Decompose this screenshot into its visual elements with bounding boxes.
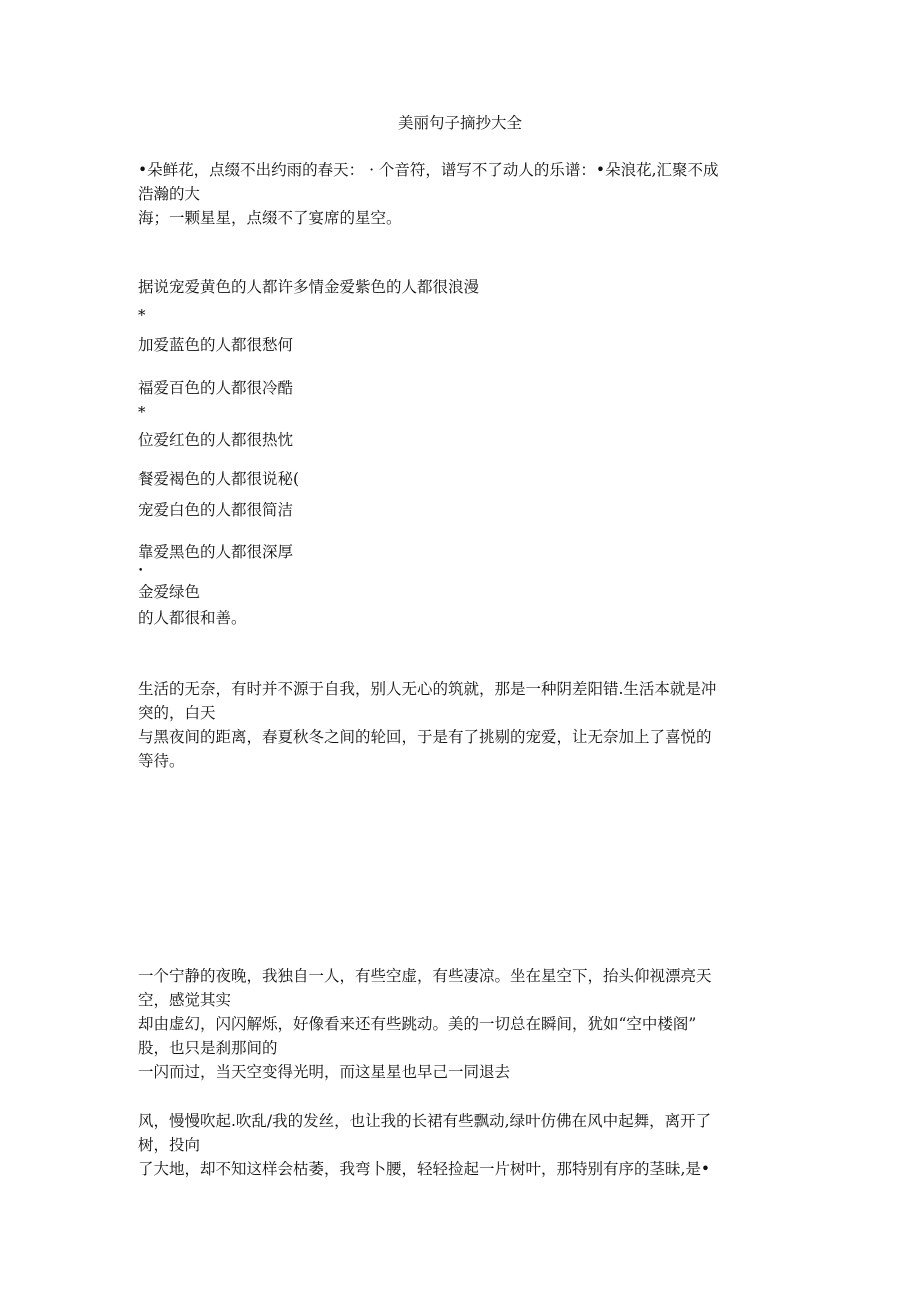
color-line-green-a: 金爱绿色 xyxy=(138,583,201,601)
color-line-red: 位爱红色的人都很热忱 xyxy=(138,431,294,449)
para4-line-1: 一个宁静的夜晚，我独自一人，有些空虚，有些凄凉。坐在星空下，抬头仰视漂亮天 xyxy=(138,967,712,985)
star-mark-2: * xyxy=(138,403,146,421)
color-line-blue: 加爱蓝色的人都很愁何 xyxy=(138,336,294,354)
para4-line-2: 空，感觉其实 xyxy=(138,991,232,1009)
color-line-white: 宠爱白色的人都很简洁 xyxy=(138,501,294,519)
para5-line-1: 风，慢慢吹起.吹乱/我的发丝，也让我的长裙有些飘动,绿叶仿佛在风中起舞，离开了 xyxy=(138,1112,712,1130)
para1-line-1: •朵鲜花，点缀不出约雨的春天： · 个音符，谱写不了动人的乐谱：•朵浪花,汇聚不成 xyxy=(138,161,719,179)
para4-line-5: 一闪而过，当天空变得光明，而这星星也早己一同退去 xyxy=(138,1063,511,1081)
para5-line-3: 了大地，却不知这样会枯萎，我弯卜腰，轻轻捡起一片树叶，那特别有序的茎昧,是• xyxy=(138,1160,711,1178)
para3-line-2: 突的，白天 xyxy=(138,704,216,722)
color-line-black: 靠爱黑色的人都很深厚 xyxy=(138,543,294,561)
para1-line-3: 海；一颗星星，点缀不了宴席的星空。 xyxy=(138,209,402,227)
para4-line-4: 股，也只是刹那间的 xyxy=(138,1039,278,1057)
para3-line-3: 与黑夜间的距离，春夏秋冬之间的轮回，于是有了挑剔的宠爱，让无奈加上了喜悦的 xyxy=(138,728,712,746)
dot-mark: • xyxy=(138,566,144,576)
color-line-brown: 餐爱褐色的人都很说秘( xyxy=(138,470,300,488)
color-line-hundred: 福爱百色的人都很冷酷 xyxy=(138,379,294,397)
para3-line-4: 等待。 xyxy=(138,752,185,770)
para1-line-2: 浩瀚的大 xyxy=(138,185,201,203)
para4-line-3: 却由虚幻，闪闪解烁，好像看来还有些跳动。美的一切总在瞬间，犹如“空中楼阁” xyxy=(138,1015,697,1033)
color-line-yellow: 据说宠爱黄色的人都许多情金爱紫色的人都很浪漫 xyxy=(138,278,480,296)
color-line-green-b: 的人都很和善。 xyxy=(138,609,247,627)
page-title: 美丽句子摘抄大全 xyxy=(397,114,522,132)
para3-line-1: 生活的无奈，有时并不源于自我，别人无心的筑就，那是一种阴差阳错.生活本就是冲 xyxy=(138,680,717,698)
star-mark-1: * xyxy=(138,306,146,324)
para5-line-2: 树，投向 xyxy=(138,1136,201,1154)
